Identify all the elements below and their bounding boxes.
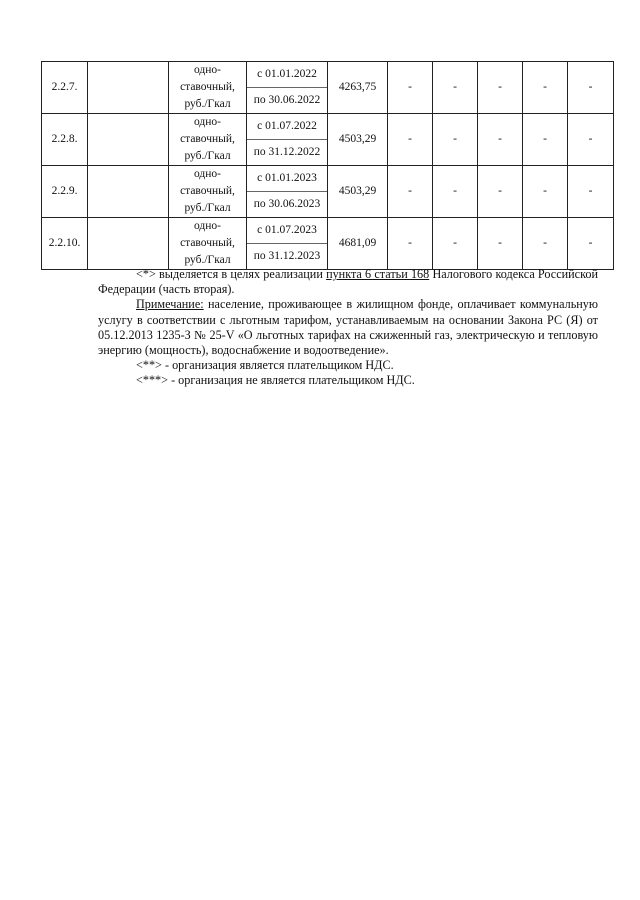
unit-cell <box>169 62 247 114</box>
dash-cell: - <box>523 62 568 114</box>
empty-cell <box>88 166 169 218</box>
footnotes <box>98 267 598 389</box>
period-start: с 01.07.2022 <box>247 114 327 140</box>
dash-cell: - <box>478 114 523 166</box>
row-number: 2.2.9. <box>42 166 88 218</box>
period-end: по 31.12.2022 <box>253 146 321 158</box>
period-start: с 01.01.2022 <box>247 62 327 88</box>
tariff-value: 4503,29 <box>328 166 388 218</box>
footnote-double-star: <**> - организация является плательщиком НДС. <box>136 358 394 373</box>
table-row <box>42 218 614 270</box>
table-row <box>42 62 614 114</box>
unit-line: ставочный, <box>180 185 235 197</box>
period-cell <box>247 62 328 114</box>
unit-line: руб./Гкал <box>184 254 231 266</box>
tariff-value: 4503,29 <box>328 114 388 166</box>
dash-cell: - <box>388 166 433 218</box>
unit-line: одно- <box>193 168 221 180</box>
remark-text: население, проживающее в жилищном фонде, оплачивает коммунальную услугу в соответствии с льготным тарифом, устанавливаемым на основании Закона РС (Я) от 05.12.2013 1235-З № 25-V «О льготных тарифах на сжиженный газ, электрическую и тепловую энергию (мощность), водоснабжение и водоотведение». <box>98 297 598 358</box>
empty-cell <box>88 114 169 166</box>
dash-cell: - <box>433 114 478 166</box>
dash-cell: - <box>568 218 614 270</box>
unit-line: одно- <box>193 220 221 232</box>
dash-cell: - <box>478 166 523 218</box>
footnote-marker: <*> <box>136 267 156 281</box>
dash-cell: - <box>523 114 568 166</box>
period-cell <box>247 114 328 166</box>
tariff-table <box>41 61 614 270</box>
dash-cell: - <box>478 62 523 114</box>
unit-line: руб./Гкал <box>184 202 231 214</box>
law-reference-link[interactable]: пункта 6 статьи 168 <box>326 267 430 281</box>
dash-cell: - <box>523 218 568 270</box>
dash-cell: - <box>568 62 614 114</box>
dash-cell: - <box>568 114 614 166</box>
period-cell <box>247 218 328 270</box>
dash-cell: - <box>433 62 478 114</box>
unit-cell <box>169 218 247 270</box>
unit-line: ставочный, <box>180 237 235 249</box>
remark-paragraph <box>98 297 598 358</box>
tariff-value: 4263,75 <box>328 62 388 114</box>
unit-line: руб./Гкал <box>184 150 231 162</box>
empty-cell <box>88 62 169 114</box>
empty-cell <box>88 218 169 270</box>
table-row <box>42 166 614 218</box>
tariff-value: 4681,09 <box>328 218 388 270</box>
row-number: 2.2.10. <box>42 218 88 270</box>
dash-cell: - <box>523 166 568 218</box>
unit-line: одно- <box>193 64 221 76</box>
period-end: по 30.06.2023 <box>253 198 321 210</box>
table-row <box>42 114 614 166</box>
dash-cell: - <box>478 218 523 270</box>
period-end: по 30.06.2022 <box>253 94 321 106</box>
period-cell <box>247 166 328 218</box>
row-number: 2.2.8. <box>42 114 88 166</box>
footnote-triple-star: <***> - организация не является плательщиком НДС. <box>136 373 415 388</box>
dash-cell: - <box>388 62 433 114</box>
unit-cell <box>169 114 247 166</box>
unit-line: ставочный, <box>180 81 235 93</box>
dash-cell: - <box>388 114 433 166</box>
unit-line: руб./Гкал <box>184 98 231 110</box>
remark-label: Примечание: <box>136 297 204 312</box>
period-start: с 01.07.2023 <box>247 218 327 244</box>
dash-cell: - <box>388 218 433 270</box>
unit-line: ставочный, <box>180 133 235 145</box>
row-number: 2.2.7. <box>42 62 88 114</box>
dash-cell: - <box>433 166 478 218</box>
unit-line: одно- <box>193 116 221 128</box>
dash-cell: - <box>568 166 614 218</box>
dash-cell: - <box>433 218 478 270</box>
footnote-text: выделяется в целях реализации <box>155 267 327 281</box>
unit-cell <box>169 166 247 218</box>
period-end: по 31.12.2023 <box>253 250 321 262</box>
period-start: с 01.01.2023 <box>247 166 327 192</box>
footnote-single-star <box>98 267 598 297</box>
footnote-text: Налогового кодекса Российской Федерации (часть вторая). <box>98 267 598 297</box>
